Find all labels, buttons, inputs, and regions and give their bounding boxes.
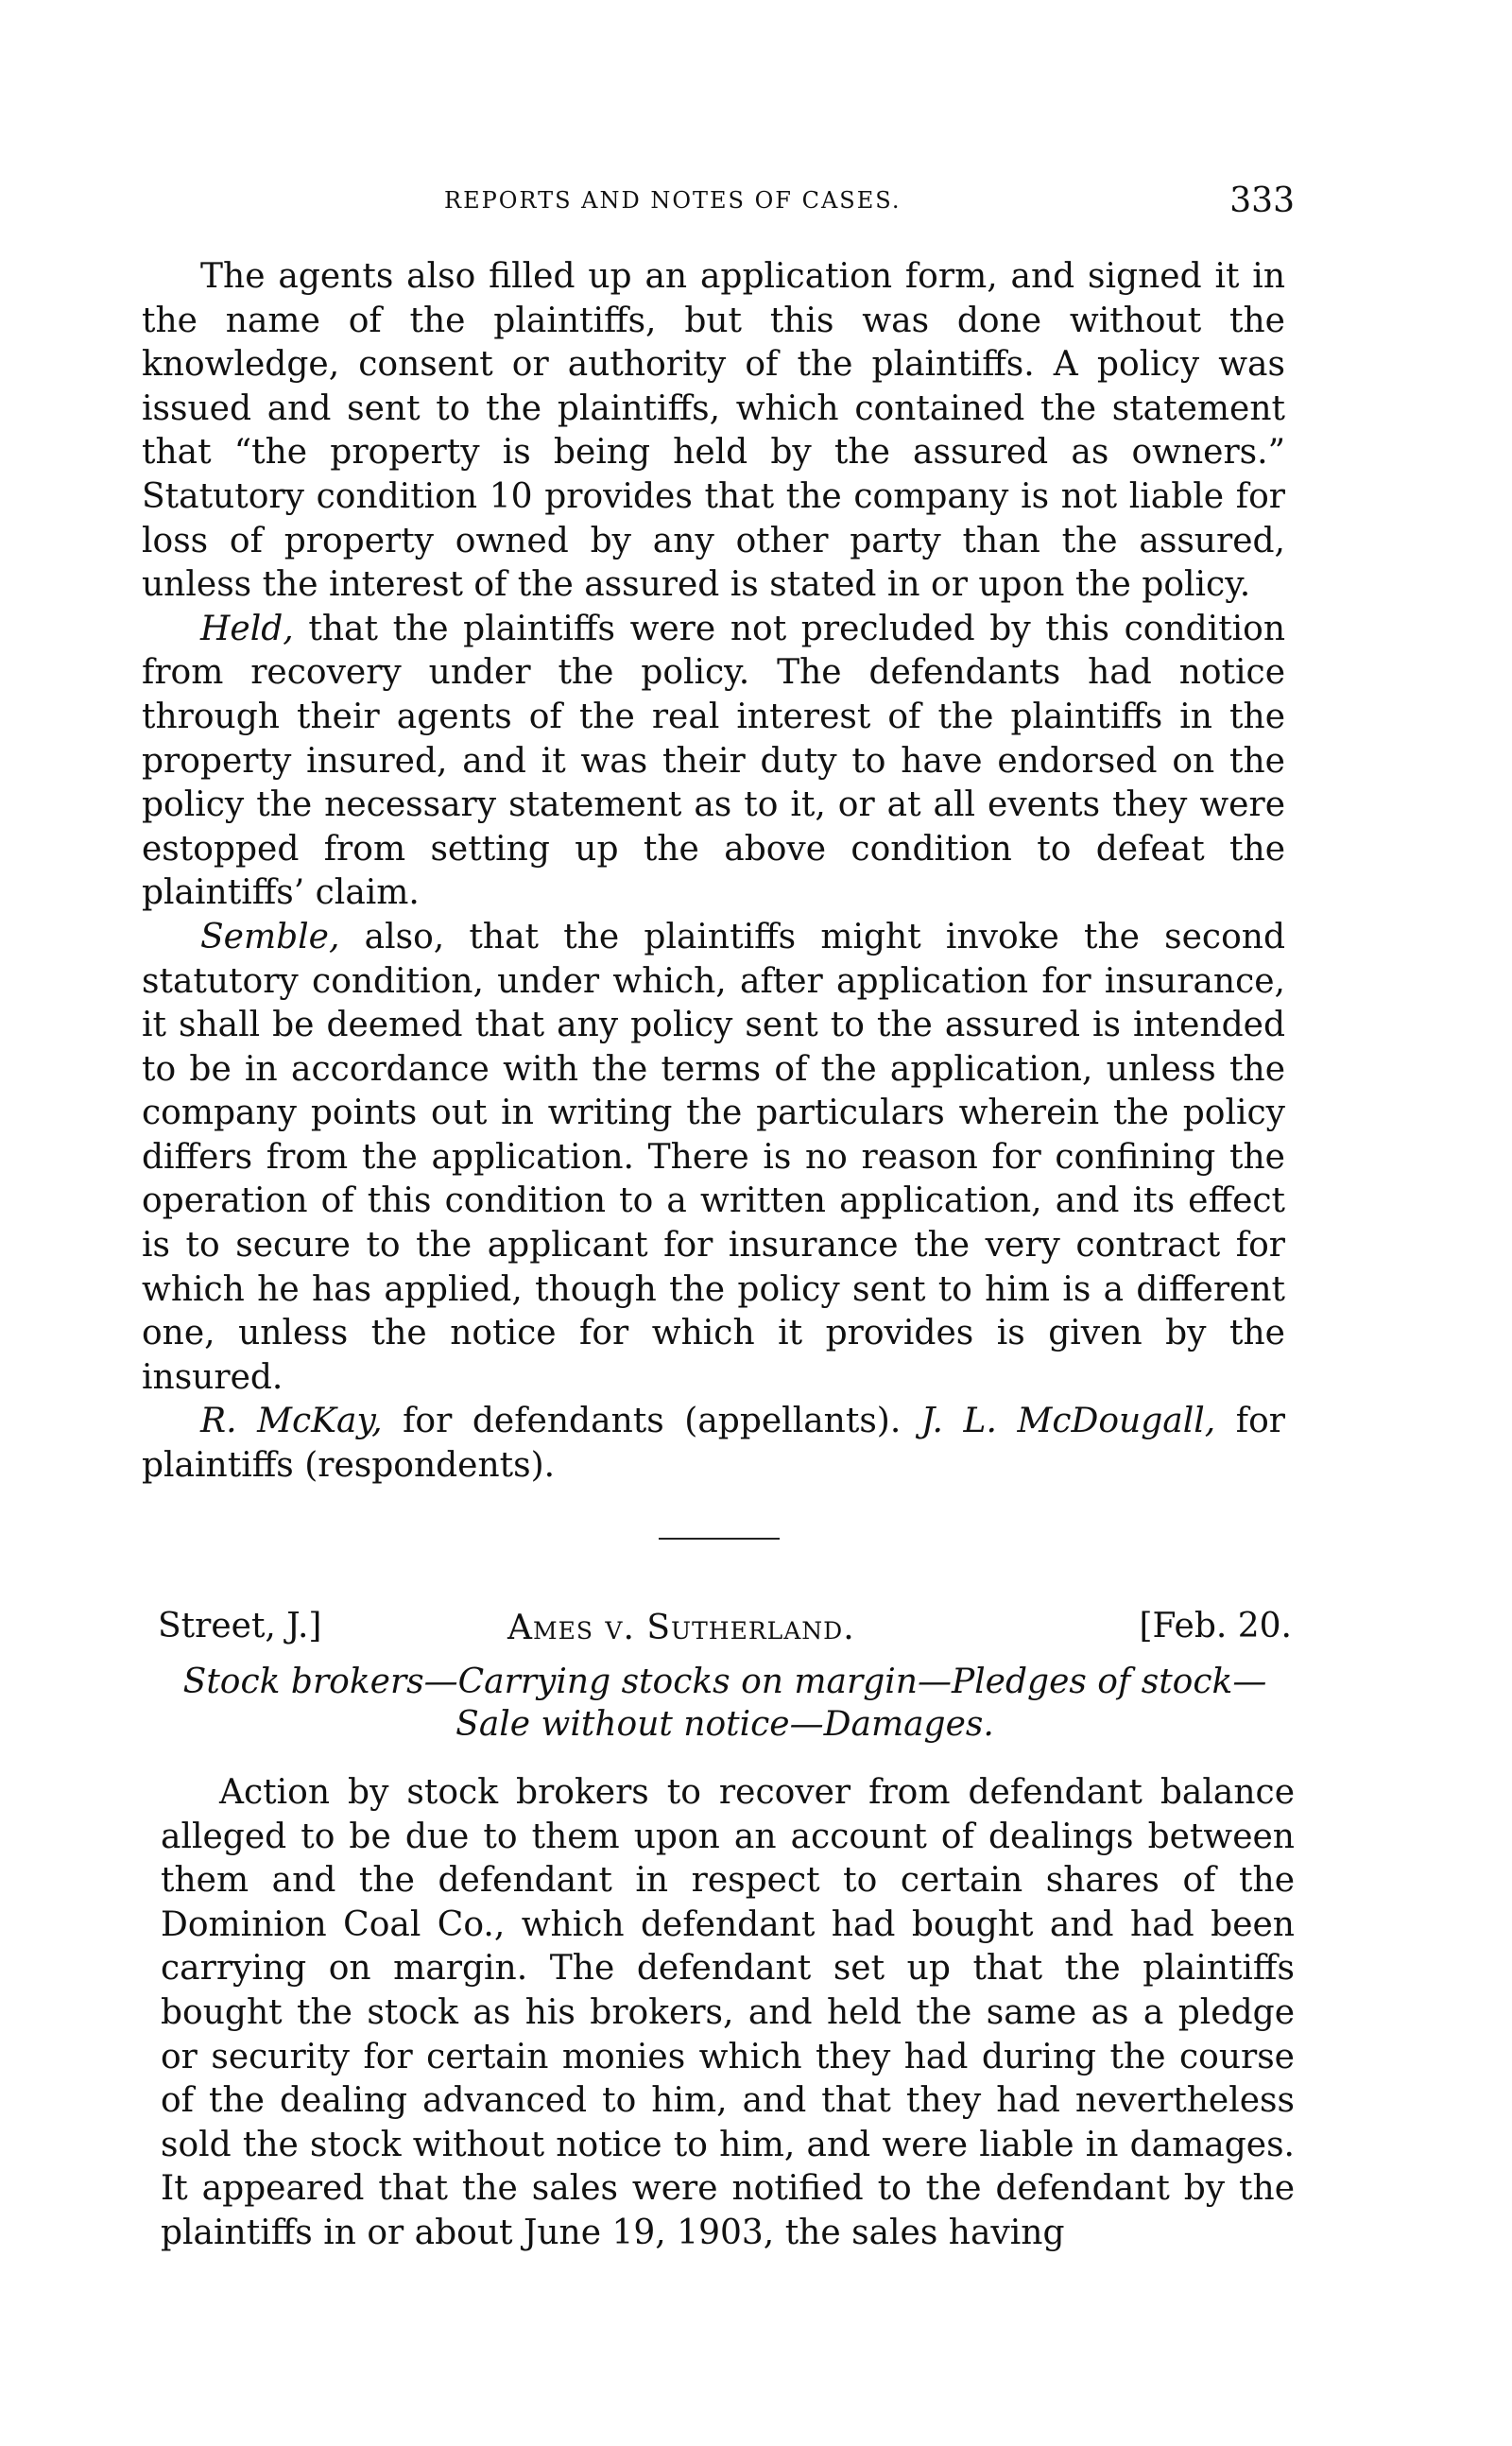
- action-paragraph: Action by stock brokers to recover from defendant balance alleged to be due to them upon an account of dealings between them and the defendant in respect to certain shares of the Dominion Coal Co., which defendant had bought and had been carrying on margin. The defendant set up that the plaintiffs bought the stock as his brokers, and held the same as a pledge or security for certain monies which they had during the course of the dealing advanced to him, and that they had nevertheless sold the stock without notice to him, and were liable in damages. It appeared that the sales were notified to the defendant by the plaintiffs in or about June 19, 1903, the sales having: [161, 1773, 1295, 2252]
- case-body: [161, 1771, 1295, 2256]
- running-header: [142, 181, 1295, 220]
- headnote-line-1: Stock brokers—Carrying stocks on margin—Pledges of stock—: [182, 1662, 1267, 1701]
- page-number: 333: [1229, 181, 1295, 220]
- paragraph-text: that the plaintiffs were not precluded by this condition from recovery under the policy. The defendants had notice through their agents of the real interest of the plaintiffs in the property insured, and it was their duty to have endorsed on the policy the necessary statement as to it, or at all events they were estopped from setting up the above condition to defeat the plaintiffs’ claim.: [142, 609, 1285, 913]
- paragraph-text: also, that the plaintiffs might invoke the second statutory condition, under which, after application for insurance, it shall be deemed that any policy sent to the assured is intended to be in accordance with the terms of the application, unless the company points out in writing the particulars wherein the policy differs from the application. There is no reason for confining the operation of this condition to a written application, and its effect is to secure to the applicant for insurance the very contract for which he has applied, though the policy sent to him is a different one, unless the notice for which it provides is given by the insured.: [142, 917, 1285, 1397]
- counsel-line: [142, 1400, 1285, 1488]
- semble-lead: Semble,: [200, 917, 340, 956]
- section-divider: [659, 1538, 780, 1540]
- held-paragraph: [142, 608, 1285, 916]
- semble-paragraph: [142, 916, 1285, 1401]
- case-caption: [158, 1607, 1292, 1654]
- case-report-continued: [142, 255, 1285, 1489]
- judge-name: Street, J.]: [158, 1607, 322, 1645]
- counsel-text-2: for plaintiffs (respondents).: [142, 1402, 1285, 1486]
- headnote-line-2: Sale without notice—Damages.: [455, 1705, 994, 1744]
- running-title: REPORTS AND NOTES OF CASES.: [444, 187, 902, 214]
- counsel-name-2: J. L. McDougall,: [920, 1402, 1216, 1441]
- counsel-name-1: R. McKay,: [200, 1402, 383, 1441]
- held-lead: Held,: [200, 609, 294, 648]
- case-date: [Feb. 20.: [1139, 1607, 1292, 1645]
- counsel-text-1: for defendants (appellants).: [382, 1402, 921, 1441]
- paragraph-text: The agents also filled up an application form, and signed it in the name of the plaintiffs, but this was done without the knowledge, consent or authority of the plaintiffs. A policy was issued and sent to the plaintiffs, which contained the statement that “the property is being held by the assured as owners.” Statutory condition 10 provides that the company is not liable for loss of property owned by any other party than the assured, unless the interest of the assured is stated in or upon the policy.: [142, 257, 1285, 605]
- facts-paragraph: [142, 255, 1285, 608]
- case-parties: Ames v. Sutherland.: [507, 1609, 855, 1647]
- case-headnote: [158, 1661, 1292, 1746]
